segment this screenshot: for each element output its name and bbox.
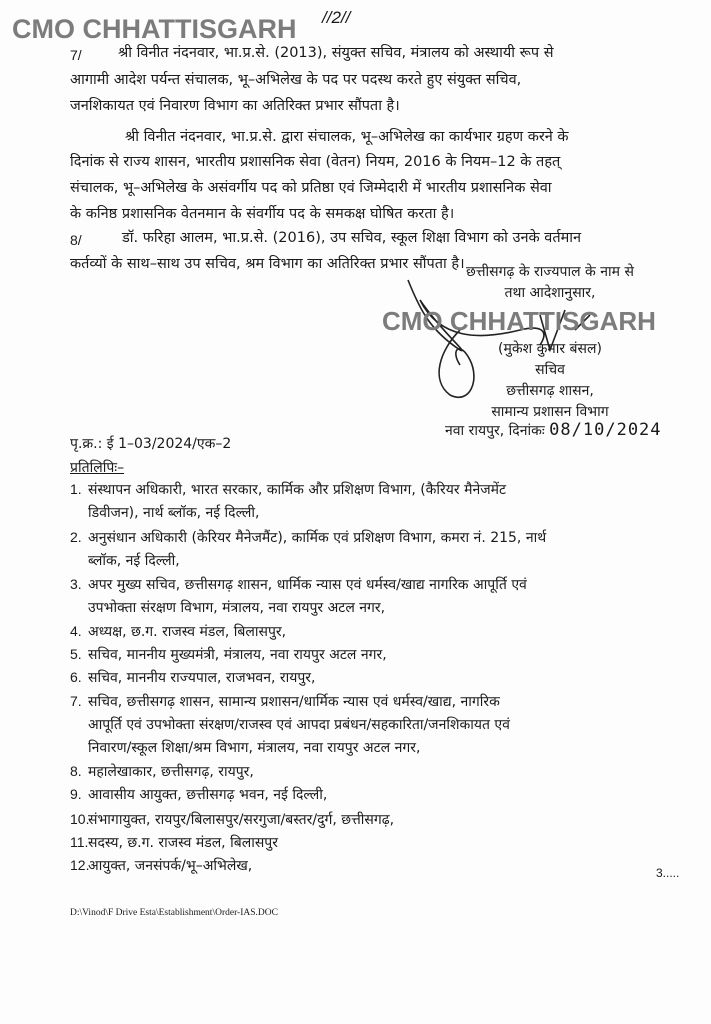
order-date: 08/10/2024: [549, 420, 662, 440]
paragraph-7b-line: संचालक, भू–अभिलेख के असंवर्गीय पद को प्रतिष्ठा एवं जिम्मेदारी में भारतीय प्रशासनिक सेवा: [70, 180, 552, 196]
copy-list-item: 8. महालेखाकार, छत्तीसगढ़, रायपुर,: [70, 763, 254, 780]
copy-list-item-cont: निवारण/स्कूल शिक्षा/श्रम विभाग, मंत्रालय, नवा रायपुर अटल नगर,: [88, 740, 421, 756]
copy-list-item-cont: ब्लॉक, नई दिल्ली,: [88, 553, 180, 569]
place-date: [445, 420, 662, 440]
copy-heading: प्रतिलिपिः–: [70, 460, 125, 476]
paragraph-7-line: जनशिकायत एवं निवारण विभाग का अतिरिक्त प्रभार सौंपता है।: [70, 98, 400, 114]
copy-list-item: 3. अपर मुख्य सचिव, छत्तीसगढ़ शासन, धार्मिक न्यास एवं धर्मस्व/खाद्य नागरिक आपूर्ति एवं: [70, 576, 527, 593]
copy-list-item: 1. संस्थापन अधिकारी, भारत सरकार, कार्मिक और प्रशिक्षण विभाग, (कैरियर मैनेजमेंट: [70, 481, 507, 498]
paragraph-8-number: 8/: [70, 232, 82, 248]
paragraph-7b-line: दिनांक से राज्य शासन, भारतीय प्रशासनिक सेवा (वेतन) नियम, 2016 के नियम–12 के तहत्: [70, 154, 561, 170]
paragraph-8-line: डॉ. फरिहा आलम, भा.प्र.से. (2016), उप सचिव, स्कूल शिक्षा विभाग को उनके वर्तमान: [122, 230, 582, 246]
page-number: //2//: [322, 8, 351, 27]
copy-list-item: 9. आवासीय आयुक्त, छत्तीसगढ़ भवन, नई दिल्ली,: [70, 786, 328, 803]
copy-list-item: 4. अध्यक्ष, छ.ग. राजस्व मंडल, बिलासपुर,: [70, 623, 287, 640]
watermark: CMO CHHATTISGARH: [12, 14, 297, 44]
copy-list-item: 10.संभागायुक्त, रायपुर/बिलासपुर/सरगुजा/बस्तर/दुर्ग, छत्तीसगढ़,: [70, 811, 395, 828]
copy-list-item: 5. सचिव, माननीय मुख्यमंत्री, मंत्रालय, नवा रायपुर अटल नगर,: [70, 646, 387, 663]
copy-list-item: 2. अनुसंधान अधिकारी (केरियर मैनेजमैंट), कार्मिक एवं प्रशिक्षण विभाग, कमरा नं. 215, नार्थ: [70, 529, 547, 546]
copy-list-item: 12.आयुक्त, जनसंपर्क/भू–अभिलेख,: [70, 857, 253, 874]
copy-list-item: 7. सचिव, छत्तीसगढ़ शासन, सामान्य प्रशासन/धार्मिक न्यास एवं धर्मस्व/खाद्य, नागरिक: [70, 693, 500, 710]
copy-list-item: 11.सदस्य, छ.ग. राजस्व मंडल, बिलासपुर: [70, 834, 278, 851]
signature-scribble-icon: [400, 270, 620, 410]
copy-list-item-cont: डिवीजन), नार्थ ब्लॉक, नई दिल्ली,: [88, 505, 260, 521]
place-date-label: नवा रायपुर, दिनांकः: [445, 423, 545, 439]
signatory-department: सामान्य प्रशासन विभाग: [491, 404, 609, 420]
paragraph-7-line: श्री विनीत नंदनवार, भा.प्र.से. (2013), संयुक्त सचिव, मंत्रालय को अस्थायी रूप से: [118, 45, 554, 61]
signatory-name: (मुकेश कुमार बंसल): [498, 341, 602, 357]
signature-line: छत्तीसगढ़ के राज्यपाल के नाम से: [466, 264, 634, 280]
reference-number: पृ.क्र.: ई 1–03/2024/एक–2: [70, 436, 232, 452]
paragraph-7b-line: श्री विनीत नंदनवार, भा.प्र.से. द्वारा संचालक, भू–अभिलेख का कार्यभार ग्रहण करने के: [125, 129, 569, 145]
watermark: CMO CHHATTISGARH: [382, 306, 656, 336]
paragraph-7-number: 7/: [70, 47, 82, 63]
copy-list-item-cont: आपूर्ति एवं उपभोक्ता संरक्षण/राजस्व एवं आपदा प्रबंधन/सहकारिता/जनशिकायत एवं: [88, 717, 510, 733]
file-path: D:\Vinod\F Drive Esta\Establishment\Order-IAS.DOC: [70, 908, 278, 918]
signatory-designation: सचिव: [535, 362, 565, 378]
copy-list-item-cont: उपभोक्ता संरक्षण विभाग, मंत्रालय, नवा रायपुर अटल नगर,: [88, 600, 386, 616]
copy-list-item: 6. सचिव, माननीय राज्यपाल, राजभवन, रायपुर,: [70, 669, 316, 686]
continued-marker: 3.....: [656, 866, 680, 880]
paragraph-7-line: आगामी आदेश पर्यन्त संचालक, भू–अभिलेख के पद पर पदस्थ करते हुए संयुक्त सचिव,: [70, 72, 522, 88]
paragraph-7b-line: के कनिष्ठ प्रशासनिक वेतनमान के संवर्गीय पद के समकक्ष घोषित करता है।: [70, 206, 455, 222]
signature-line: तथा आदेशानुसार,: [504, 285, 596, 301]
signatory-office: छत्तीसगढ़ शासन,: [506, 383, 594, 399]
paragraph-8-line: कर्तव्यों के साथ–साथ उप सचिव, श्रम विभाग का अतिरिक्त प्रभार सौंपता है।: [70, 256, 465, 272]
